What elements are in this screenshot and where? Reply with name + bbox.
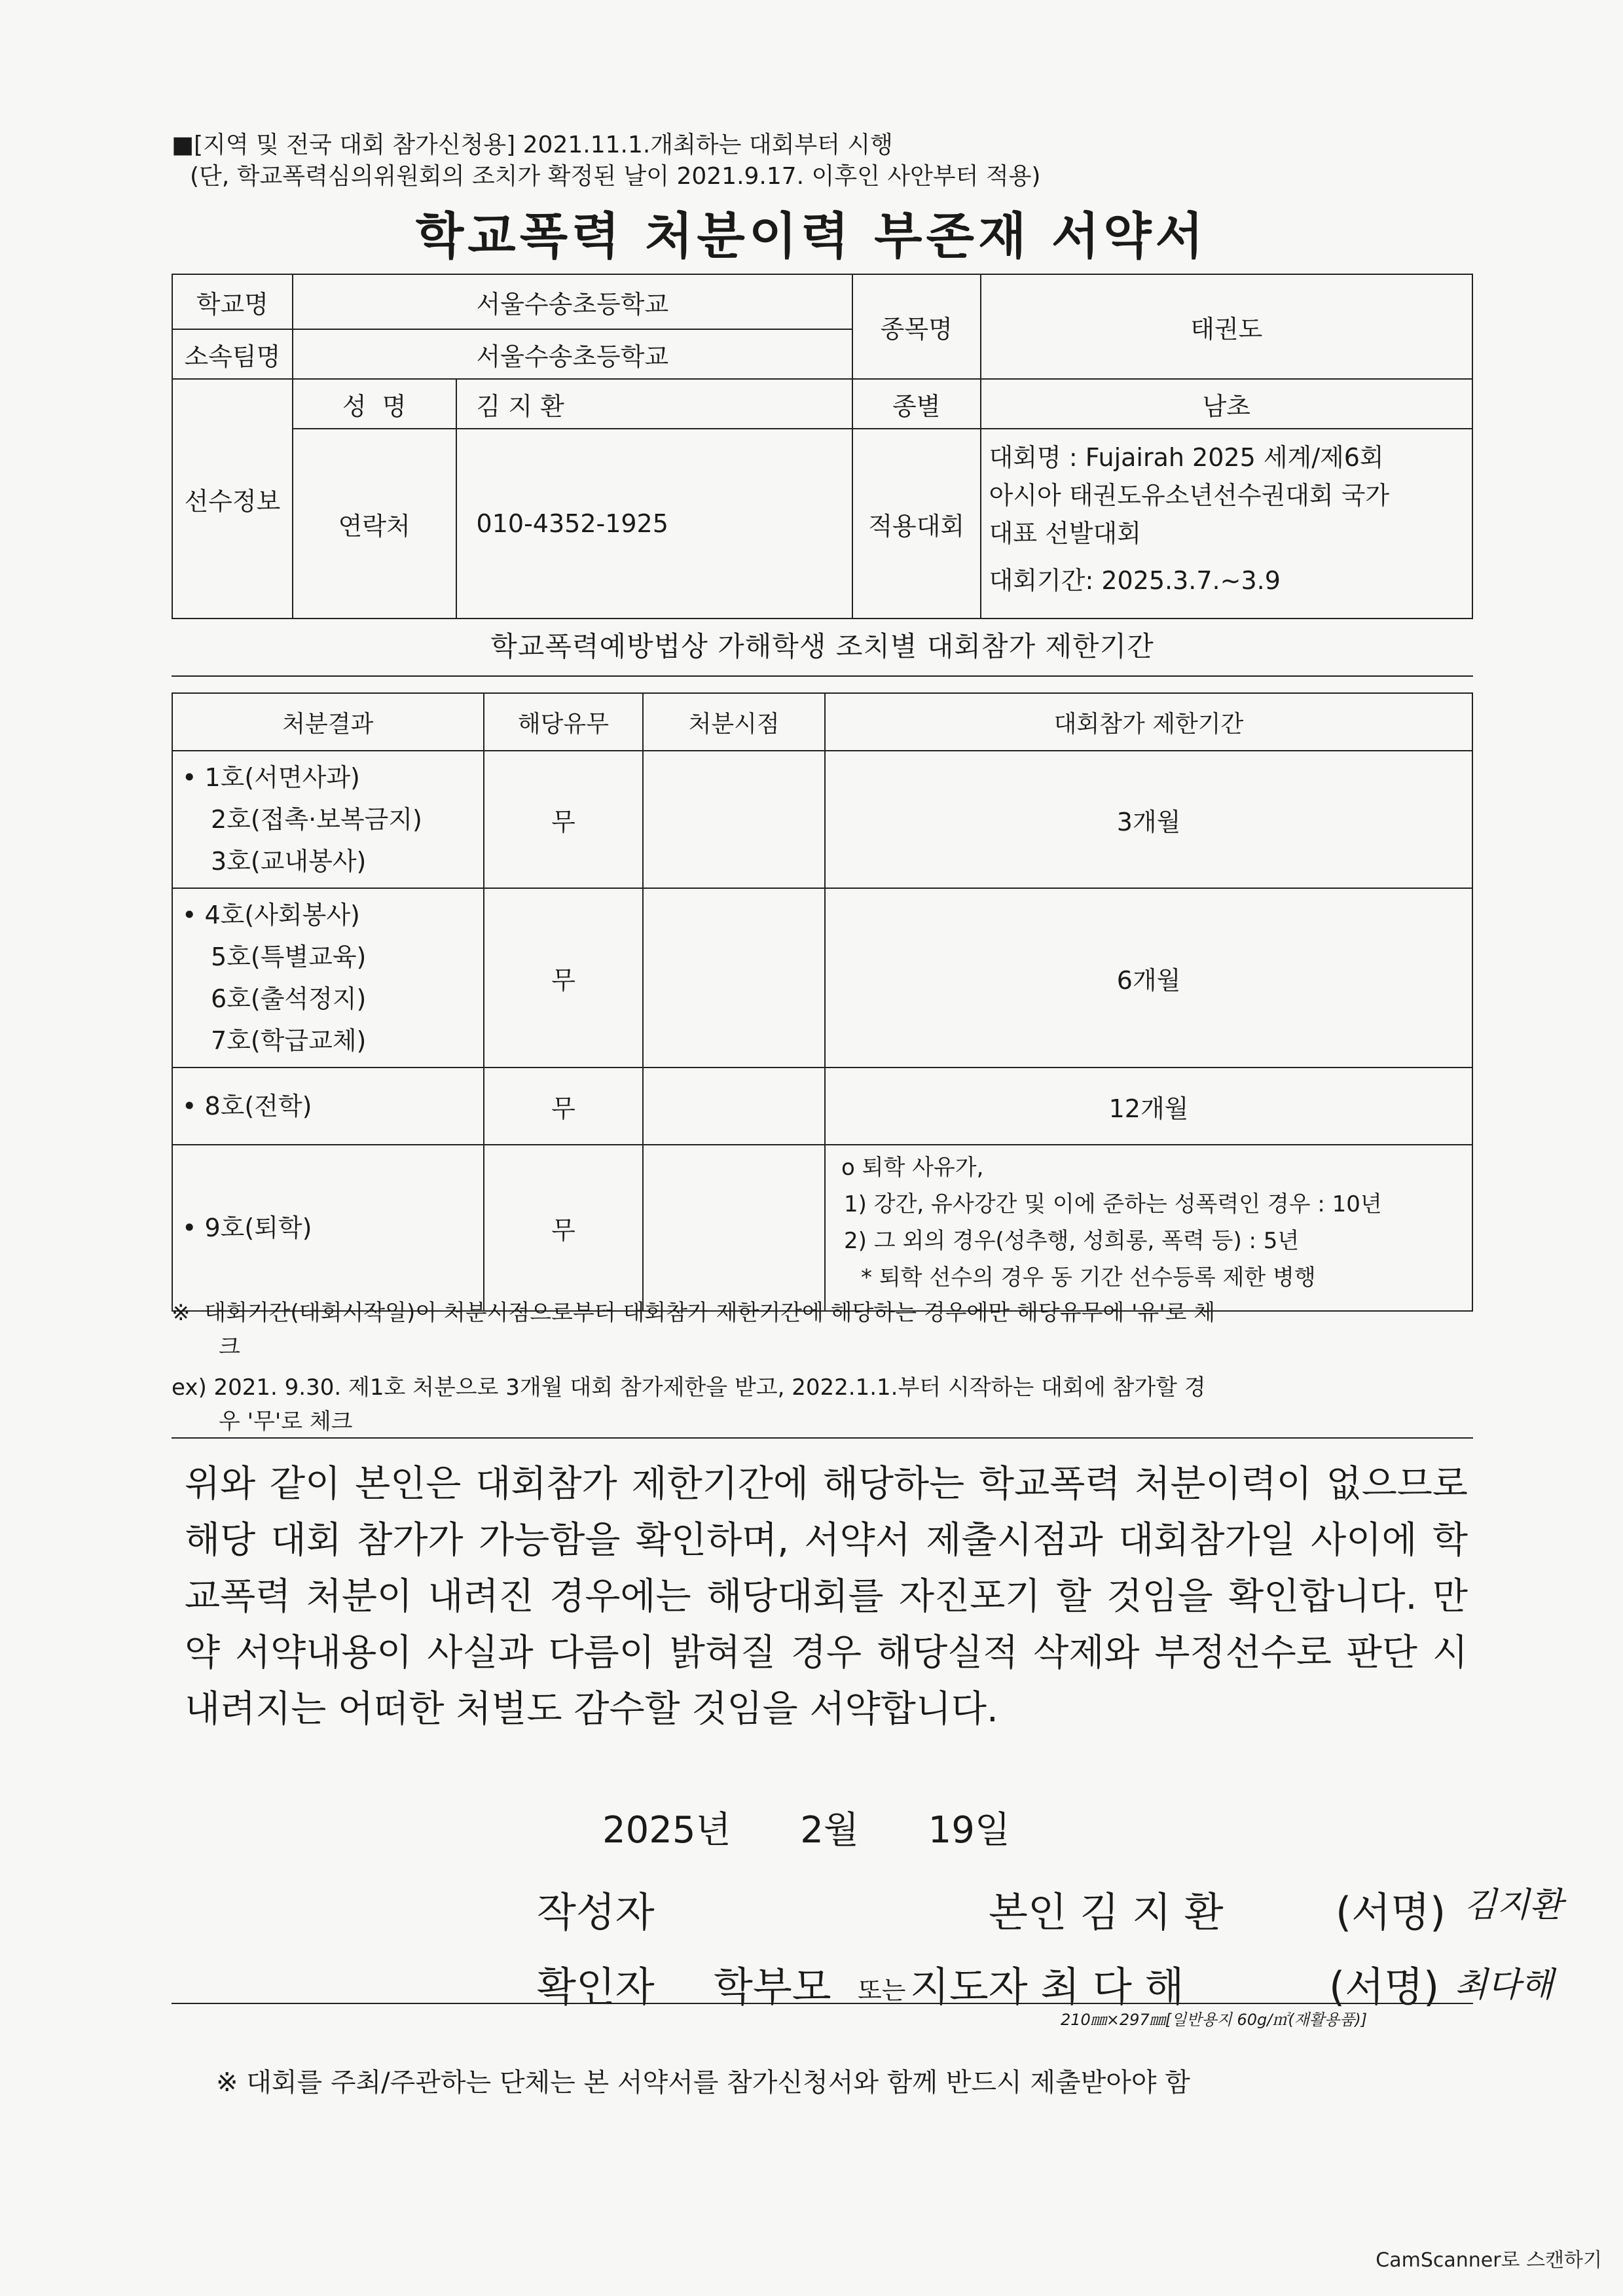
confirmer-sign-box: (서명) [1329, 1963, 1440, 2011]
header-line-1: ■[지역 및 전국 대회 참가신청용] 2021.11.1.개최하는 대회부터 시행 [172, 132, 893, 158]
header-applies: 해당유무 [484, 693, 644, 751]
note-1: ※ 대회기간(대회시작일)이 처분시점으로부터 대회참가 제한기간에 해당하는 경우에만 해당유무에 '유'로 체 크 [172, 1300, 1216, 1360]
team-label: 소속팀명 [172, 329, 293, 379]
disposition-date-cell [643, 888, 825, 1067]
applies-value: 무 [484, 888, 644, 1067]
confirmer-label: 확인자 [537, 1963, 655, 2011]
camscanner-watermark: CamScanner로 스캔하기 [1376, 2249, 1602, 2272]
disposition-group: • 1호(서면사과) 2호(접촉·보복금지) 3호(교내봉사) [172, 751, 484, 888]
confirmer-signature: 최다해 [1455, 1965, 1554, 2005]
confirmer-parent: 학부모 [714, 1963, 831, 2011]
signing-date: 2025년 2월 19일 [602, 1809, 1010, 1852]
competition-value [981, 429, 1472, 619]
footer-note: ※ 대회를 주최/주관하는 단체는 본 서약서를 참가신청서와 함께 반드시 제출받아야 함 [216, 2068, 1190, 2098]
athlete-info-table [172, 274, 1473, 619]
reference-mark-icon: ※ [172, 1300, 191, 1326]
team-value: 서울수송초등학교 [293, 329, 852, 379]
writer-signature: 김지환 [1464, 1886, 1563, 1925]
restriction-period-value: 6개월 [825, 888, 1472, 1067]
pledge-text: 위와 같이 본인은 대회참가 제한기간에 해당하는 학교폭력 처분이력이 없으므로 해당 대회 참가가 가능함을 확인하며, 서약서 제출시점과 대회참가일 사이에 학교폭력 처분이 내려진 경우에는 해당대회를 자진포기 할 것임을 확인합니다. 만약 서약내용이 사실과 다름이 밝혀질 경우 해당실적 삭제와 부정선수로 판단 시 내려지는 어떠한 처벌도 감수할 것임을 서약합니다. [185, 1463, 1468, 1731]
competition-name-line: 대표 선발대회 [989, 519, 1141, 548]
header-line-2: (단, 학교폭력심의위원회의 조치가 확정된 날이 2021.9.17. 이후인 사안부터 적용) [190, 163, 1041, 190]
table-row [172, 751, 1472, 888]
category-value: 남초 [981, 379, 1472, 429]
name-value: 김 지 환 [456, 379, 852, 429]
applies-value: 무 [484, 751, 644, 888]
header-restriction-period: 대회참가 제한기간 [825, 693, 1472, 751]
disposition-group: • 4호(사회봉사) 5호(특별교육) 6호(출석정지) 7호(학급교체) [172, 888, 484, 1067]
table-row [172, 1067, 1472, 1145]
competition-name-line: 아시아 태권도유소년선수권대회 국가 [989, 481, 1390, 510]
document-title: 학교폭력 처분이력 부존재 서약서 [415, 207, 1208, 265]
restriction-period-value: 3개월 [825, 751, 1472, 888]
writer-label: 작성자 [537, 1888, 655, 1936]
divider [172, 675, 1473, 677]
note-2: ex) 2021. 9.30. 제1호 처분으로 3개월 대회 참가제한을 받고, 2022.1.1.부터 시작하는 대회에 참가할 경 우 '무'로 체크 [172, 1374, 1206, 1435]
expulsion-period-cell: o 퇴학 사유가, 1) 강간, 유사강간 및 이에 준하는 성폭력인 경우 : 10년 2) 그 외의 경우(성추행, 성희롱, 폭력 등) : 5년 * 퇴학 선수의 경우 동 기간 선수등록 제한 병행 [825, 1145, 1472, 1311]
disposition-date-cell [643, 751, 825, 888]
table-row [172, 1145, 1472, 1311]
school-label: 학교명 [172, 274, 293, 329]
divider [172, 1437, 1473, 1439]
category-label: 종별 [852, 379, 981, 429]
competition-label: 적용대회 [852, 429, 981, 619]
square-bullet-icon: ■ [172, 132, 194, 158]
sport-value: 태권도 [981, 274, 1472, 379]
writer-sign-box: (서명) [1336, 1888, 1446, 1936]
disposition-date-cell [643, 1067, 825, 1145]
name-label: 성 명 [293, 379, 456, 429]
divider [172, 2003, 1473, 2004]
applies-value: 무 [484, 1145, 644, 1311]
header-disposition: 처분결과 [172, 693, 484, 751]
paper-spec: 210㎜×297㎜[일반용지 60g/㎡(재활용품)] [1061, 2011, 1368, 2029]
writer-role: 본인 김 지 환 [989, 1888, 1224, 1936]
table-row [172, 888, 1472, 1067]
restriction-table [172, 692, 1473, 1312]
header-disposition-date: 처분시점 [643, 693, 825, 751]
competition-period: 대회기간: 2025.3.7.~3.9 [989, 566, 1281, 595]
confirmer-role: 지도자 최 다 해 [910, 1963, 1184, 2011]
restriction-period-value: 12개월 [825, 1067, 1472, 1145]
sport-label: 종목명 [852, 274, 981, 379]
disposition-group: • 8호(전학) [172, 1067, 484, 1145]
contact-value: 010-4352-1925 [456, 429, 852, 619]
school-value: 서울수송초등학교 [293, 274, 852, 329]
contact-label: 연락처 [293, 429, 456, 619]
athlete-info-label: 선수정보 [172, 379, 293, 619]
disposition-group: • 9호(퇴학) [172, 1145, 484, 1311]
applies-value: 무 [484, 1067, 644, 1145]
confirmer-or: 또는 [858, 1976, 906, 2005]
competition-name-line: 대회명 : Fujairah 2025 세계/제6회 [989, 443, 1384, 472]
restriction-subtitle: 학교폭력예방법상 가해학생 조치별 대회참가 제한기간 [490, 630, 1154, 662]
disposition-date-cell [643, 1145, 825, 1311]
